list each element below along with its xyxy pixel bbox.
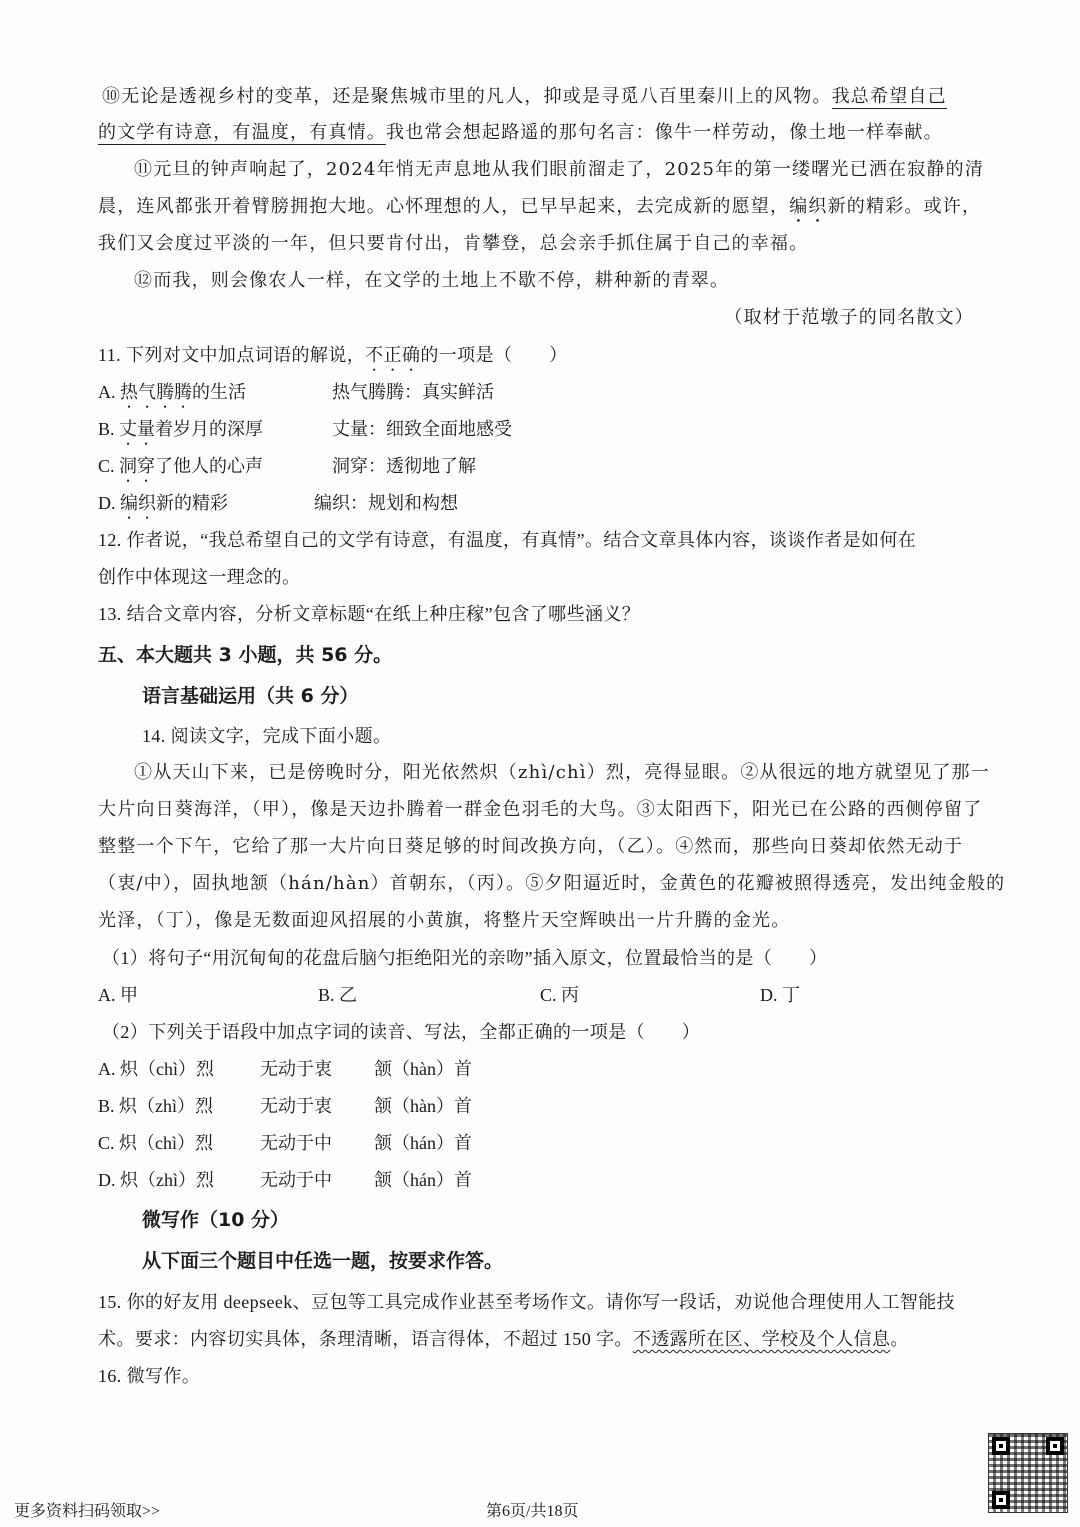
option-rest: 新的精彩 xyxy=(156,493,228,513)
q14-stem: 14. 阅读文字，完成下面小题。 xyxy=(142,726,392,746)
section5-title: 五、本大题共 3 小题，共 56 分。 xyxy=(98,644,393,666)
q12-line1: 12. 作者说，“我总希望自己的文学有诗意，有温度，有真情”。结合文章具体内容，谈谈作者是如何在 xyxy=(98,530,917,550)
q14-sub1-option-c[interactable]: C. 丙 xyxy=(540,985,580,1005)
q15-line2-end: 。 xyxy=(890,1329,909,1349)
q14-sub1-stem: （1）将句子“用沉甸甸的花盘后脑勺拒绝阳光的亲吻”插入原文，位置最恰当的是（ ） xyxy=(102,948,828,968)
option-letter: B. xyxy=(98,419,120,439)
section5-subtitle: 语言基础运用（共 6 分） xyxy=(142,685,359,707)
q14-sub2-option-a-word: 无动于衷 xyxy=(260,1059,332,1079)
q11-stem-text: 11. 下列对文中加点词语的解说， xyxy=(98,345,366,365)
q11-option-d[interactable] xyxy=(98,490,228,523)
q14-sub2-option-c-pinyin: 颔（hán）首 xyxy=(374,1133,472,1153)
qr-finder-pattern xyxy=(992,1491,1010,1509)
micro-instruction: 从下面三个题目中任选一题，按要求作答。 xyxy=(142,1250,504,1272)
qr-finder-pattern xyxy=(992,1437,1010,1455)
q11-option-d-explain: 编织：规划和构想 xyxy=(314,493,458,513)
q14-sub2-option-d[interactable]: D. 炽（zhì）烈 xyxy=(98,1170,214,1190)
p10-underlined-start: 我总希望自己 xyxy=(831,86,947,107)
p10-underlined-end: 的文学有诗意，有温度，有真情。 xyxy=(98,122,386,143)
q15-line2-text: 术。要求：内容切实具体，条理清晰，语言得体，不超过 150 字。 xyxy=(98,1329,633,1349)
p11-line2 xyxy=(98,194,981,227)
q14-para-line5: 光泽，（丁），像是无数面迎风招展的小黄旗，将整片天空辉映出一片升腾的金光。 xyxy=(98,910,791,931)
q14-sub1-option-b[interactable]: B. 乙 xyxy=(318,985,358,1005)
q15-wavy-text: 不透露所在区、学校及个人信息 xyxy=(632,1329,891,1349)
p11-line1: ⑪元旦的钟声响起了，2024年悄无声息地从我们眼前溜走了，2025年的第一缕曙光已洒在寂静的清 xyxy=(134,159,985,180)
q14-sub2-option-d-word: 无动于中 xyxy=(260,1170,332,1190)
page-number: 第6页/共18页 xyxy=(486,1503,579,1520)
option-dotted: 编织 xyxy=(120,493,156,513)
q11-dotted-word: 不正确 xyxy=(365,345,421,365)
option-letter: A. xyxy=(98,382,120,402)
q15-line2 xyxy=(98,1326,909,1352)
q14-sub2-option-b[interactable]: B. 炽（zhì）烈 xyxy=(98,1096,213,1116)
option-dotted: 洞穿 xyxy=(119,456,156,476)
p10-line2-text: 我也常会想起路遥的那句名言：像牛一样劳动，像土地一样奉献。 xyxy=(386,122,943,143)
q11-option-c-explain: 洞穿：透彻地了解 xyxy=(332,456,476,476)
passage-source: （取材于范墩子的同名散文） xyxy=(724,307,974,328)
option-dotted: 丈量 xyxy=(119,419,156,439)
q14-sub1-option-a[interactable]: A. 甲 xyxy=(98,985,138,1005)
q12-line2: 创作中体现这一理念的。 xyxy=(98,567,301,587)
q11-option-b[interactable] xyxy=(98,416,263,449)
q14-sub2-option-a-pinyin: 颔（hàn）首 xyxy=(374,1059,472,1079)
q14-sub2-option-b-pinyin: 颔（hàn）首 xyxy=(374,1096,472,1116)
q14-sub2-option-c-word: 无动于中 xyxy=(260,1133,332,1153)
p11-dotted-word: 编织 xyxy=(789,196,828,217)
q14-para-line3: 整整一个下午，它给了那一大片向日葵足够的时间改换方向，（乙）。④然而，那些向日葵却依然无动于 xyxy=(98,836,964,857)
q15-line1: 15. 你的好友用 deepseek、豆包等工具完成作业甚至考场作文。请你写一段话，劝说他合理使用人工智能技 xyxy=(98,1292,956,1312)
option-letter: D. xyxy=(98,493,120,513)
q13-stem: 13. 结合文章内容，分析文章标题“在纸上种庄稼”包含了哪些涵义？ xyxy=(98,604,641,624)
qr-finder-pattern xyxy=(1046,1437,1064,1455)
p10-line1-text: ⑩无论是透视乡村的变革，还是聚焦城市里的凡人，抑或是寻觅八百里秦川上的风物。 xyxy=(102,86,832,107)
footer-promo-link[interactable]: 更多资料扫码领取>> xyxy=(14,1503,161,1520)
q14-sub2-option-b-word: 无动于衷 xyxy=(260,1096,332,1116)
q11-stem-rest: 的一项是（ ） xyxy=(420,345,568,365)
p11-line2-text: 晨，连风都张开着臂膀拥抱大地。心怀理想的人，已早早起来，去完成新的愿望， xyxy=(98,196,790,217)
q11-option-b-explain: 丈量：细致全面地感受 xyxy=(332,419,512,439)
q11-option-c[interactable] xyxy=(98,453,263,486)
option-rest: 的生活 xyxy=(192,382,246,402)
option-rest: 着岁月的深厚 xyxy=(155,419,264,439)
q16-stem: 16. 微写作。 xyxy=(98,1366,201,1386)
q14-para-line2: 大片向日葵海洋，（甲），像是天边扑腾着一群金色羽毛的大鸟。③太阳西下，阳光已在公路的西侧停留了 xyxy=(98,799,983,820)
micro-title: 微写作（10 分） xyxy=(142,1209,290,1231)
p11-line2-rest: 新的精彩。或许， xyxy=(827,196,982,217)
q14-para-line4: （衷/中），固执地颔（hán/hàn）首朝东，（丙）。⑤夕阳逼近时，金黄色的花瓣被照得透亮，发出纯金般的 xyxy=(98,873,1006,894)
q14-para-line1: ①从天山下来，已是傍晚时分，阳光依然炽（zhì/chì）烈，亮得显眼。②从很远的地方就望见了那一 xyxy=(134,762,990,783)
q14-sub2-option-a[interactable]: A. 炽（chì）烈 xyxy=(98,1059,214,1079)
qr-code-icon[interactable] xyxy=(988,1433,1068,1513)
p12-line: ⑫而我，则会像农人一样，在文学的土地上不歇不停，耕种新的青翠。 xyxy=(134,270,730,291)
q14-sub1-option-d[interactable]: D. 丁 xyxy=(760,985,800,1005)
q14-sub2-stem: （2）下列关于语段中加点字词的读音、写法，全都正确的一项是（ ） xyxy=(102,1022,701,1042)
p10-line1 xyxy=(102,84,947,110)
q11-option-a[interactable] xyxy=(98,379,246,412)
q14-sub2-option-d-pinyin: 颔（hán）首 xyxy=(374,1170,472,1190)
p10-line2 xyxy=(98,120,943,146)
q14-sub2-option-c[interactable]: C. 炽（chì）烈 xyxy=(98,1133,213,1153)
p11-line3: 我们又会度过平淡的一年，但只要肯付出，肯攀登，总会亲手抓住属于自己的幸福。 xyxy=(98,233,809,254)
q11-stem xyxy=(98,342,568,375)
option-dotted: 热气腾腾 xyxy=(120,382,192,402)
option-rest: 了他人的心声 xyxy=(155,456,264,476)
q11-option-a-explain: 热气腾腾：真实鲜活 xyxy=(332,382,494,402)
option-letter: C. xyxy=(98,456,120,476)
